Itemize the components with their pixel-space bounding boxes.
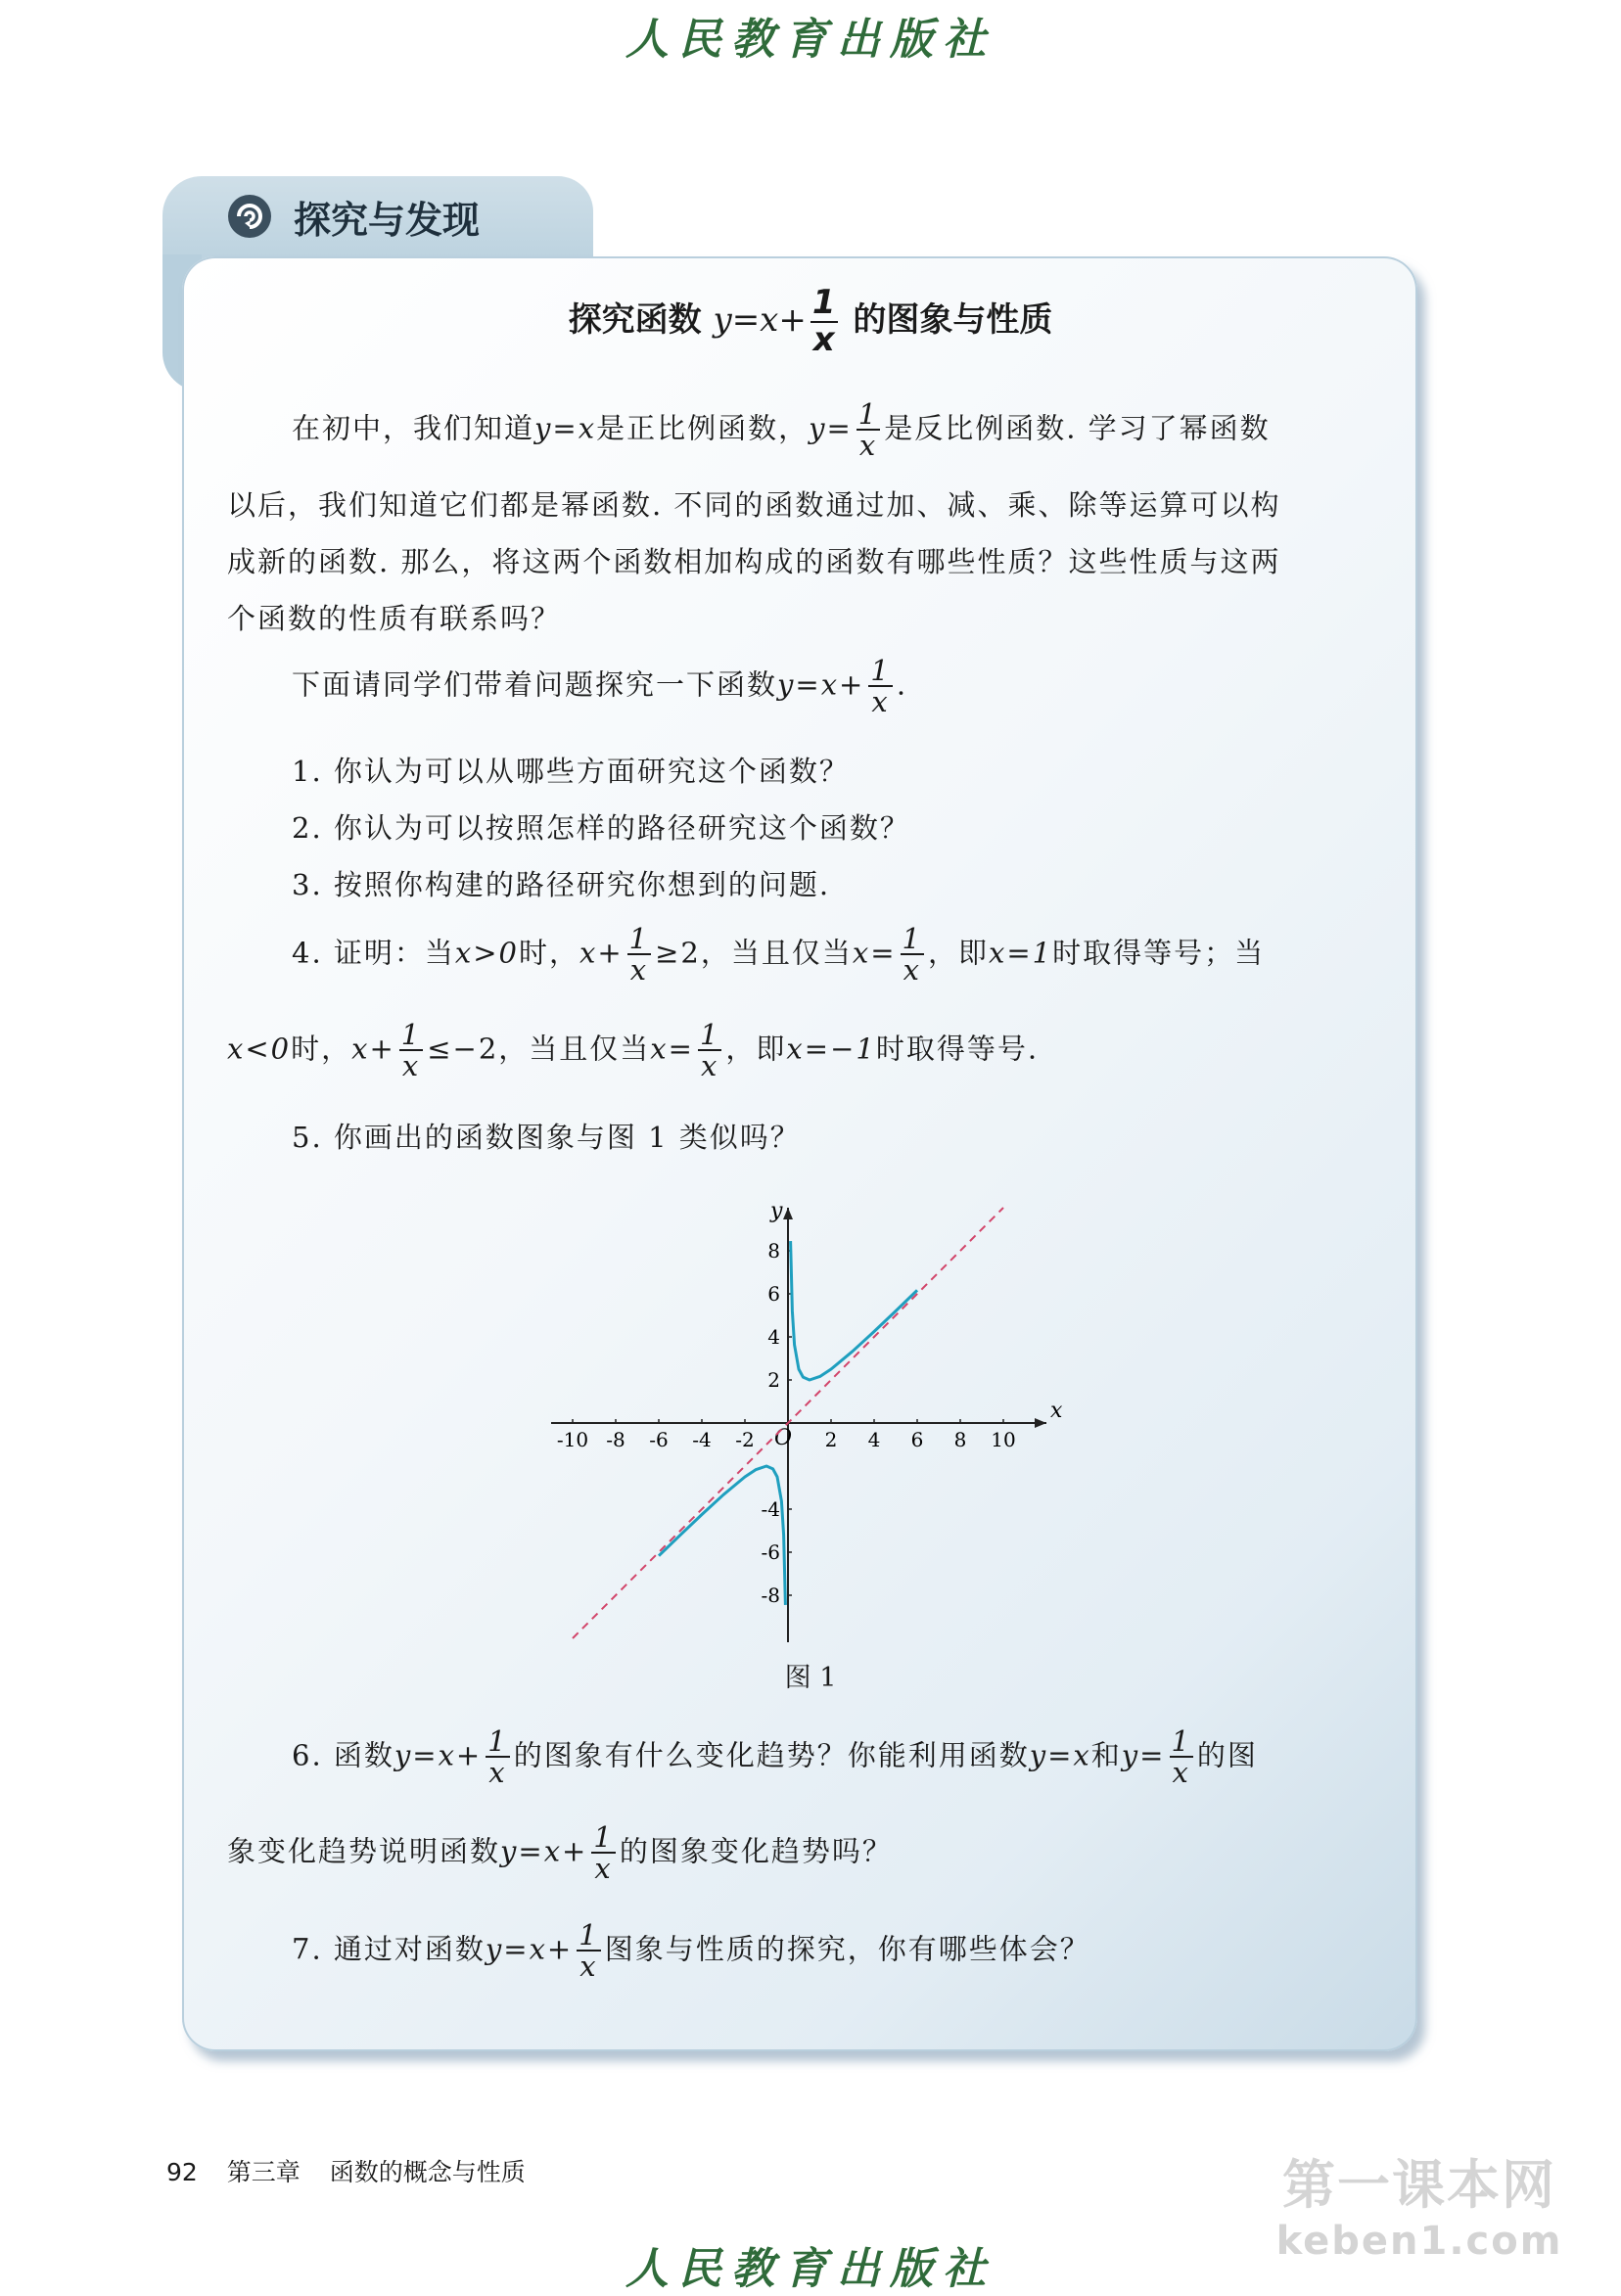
paragraph-2: 下面请同学们带着问题探究一下函数y=x+ $\frac{1}{x}$ . [292, 654, 908, 719]
x-axis-label: x [1050, 1399, 1063, 1423]
figure-caption: 图 1 [784, 1663, 837, 1693]
paragraph-1-line-3: 成新的函数. 那么，将这两个函数相加构成的函数有哪些性质？这些性质与这两 [227, 545, 1281, 578]
x-tick-label: 10 [991, 1428, 1016, 1451]
chapter-title: 函数的概念与性质 [329, 2158, 526, 2186]
x-tick-label: -2 [735, 1428, 755, 1451]
watermark-line-2: keben1.com [1275, 2219, 1563, 2264]
curve-branch-positive [791, 1241, 917, 1380]
y-tick-label: -8 [761, 1584, 780, 1607]
page-title: 探究函数 y=x+ $\frac{1}{x}$ 的图象与性质 [568, 283, 1053, 359]
x-tick-label: 6 [910, 1428, 924, 1451]
x-tick-label: 4 [867, 1428, 881, 1451]
origin-label: O [774, 1426, 793, 1450]
x-tick-label: -4 [692, 1428, 712, 1451]
y-tick-label: 4 [767, 1325, 780, 1349]
swirl-icon [225, 192, 274, 241]
y-tick-label: -6 [761, 1540, 780, 1564]
question-4-line-1: 4. 证明：当x>0时，x+ $\frac{1}{x}$ ≥2，当且仅当x= $\frac{1}{x}$ ，即x=1时取得等号；当 [292, 922, 1266, 987]
question-5: 5. 你画出的函数图象与图 1 类似吗？ [292, 1121, 801, 1154]
function-graph [529, 1172, 1077, 1642]
y-tick-label: 6 [767, 1282, 780, 1306]
paragraph-1-line-4: 个函数的性质有联系吗？ [227, 602, 562, 635]
x-tick-label: -8 [606, 1428, 625, 1451]
section-tab-title: 探究与发现 [294, 199, 481, 242]
question-1: 1. 你认为可以从哪些方面研究这个函数？ [292, 755, 850, 788]
y-axis-label: y [770, 1199, 783, 1223]
y-tick-label: -4 [761, 1497, 780, 1521]
paragraph-1-line-2: 以后，我们知道它们都是幂函数. 不同的函数通过加、减、乘、除等运算可以构 [227, 488, 1281, 522]
graph-axes [551, 1199, 1063, 1642]
y-tick-label: 8 [767, 1239, 780, 1263]
chapter-number: 第三章 [226, 2158, 301, 2186]
question-2: 2. 你认为可以按照怎样的路径研究这个函数？ [292, 811, 910, 845]
y-tick-label: 2 [767, 1368, 780, 1392]
page-footer [166, 2153, 547, 2188]
x-tick-label: 2 [824, 1428, 838, 1451]
publisher-footer: 人民教育出版社 [625, 2244, 996, 2294]
x-tick-label: 8 [953, 1428, 967, 1451]
y-axis-arrow [783, 1208, 793, 1219]
question-3: 3. 按照你构建的路径研究你想到的问题. [292, 868, 831, 901]
x-axis-arrow [1035, 1418, 1046, 1428]
paragraph-1-line-1: 在初中，我们知道y=x是正比例函数，y= $\frac{1}{x}$ 是反比例函数. 学习了幂函数 [292, 397, 1271, 463]
watermark-line-1: 第一课本网 [1282, 2154, 1556, 2216]
page-number: 92 [166, 2158, 198, 2186]
question-6-line-1: 6. 函数y=x+ $\frac{1}{x}$ 的图象有什么变化趋势？你能利用函数y=x和y= $\frac{1}{x}$ 的图 [292, 1724, 1258, 1790]
x-tick-label: -6 [649, 1428, 669, 1451]
question-6-line-2: 象变化趋势说明函数y=x+ $\frac{1}{x}$ 的图象变化趋势吗？ [227, 1820, 893, 1886]
publisher-header: 人民教育出版社 [625, 15, 996, 65]
question-4-line-2: x<0时，x+ $\frac{1}{x}$ ≤−2，当且仅当x= $\frac{1}{x}$ ，即x=−1时取得等号. [227, 1018, 1040, 1083]
x-tick-label: -10 [556, 1428, 589, 1451]
question-7: 7. 通过对函数y=x+ $\frac{1}{x}$ 图象与性质的探究，你有哪些体会？ [292, 1918, 1090, 1984]
